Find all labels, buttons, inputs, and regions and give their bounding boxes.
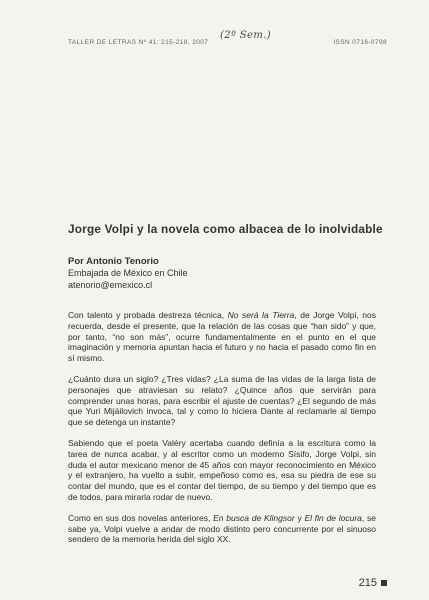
- paragraph-text: Con talento y probada destreza técnica,: [68, 310, 228, 320]
- author-block: [68, 256, 368, 291]
- paragraph-4: [68, 513, 376, 545]
- page-number: [359, 577, 387, 589]
- article-title: Jorge Volpi y la novela como albacea de lo inolvidable: [68, 222, 383, 236]
- paragraph-text: y: [294, 512, 305, 523]
- page-number-text: 215: [358, 577, 377, 589]
- book-title: En busca de Klingsor: [213, 512, 295, 523]
- paragraph-text: ¿Cuánto dura un siglo? ¿Tres vidas? ¿La suma de las vidas de la larga lista de personajes que atraviesan su relato? ¿Quince años que servirán para comprender unas horas, para escribir el ajuste de cuentas? ¿El segundo de más que Yuri Mijáilovich invoca, tal y como lo hiciera Dante al reclamarle al tiempo que se detenga un instante?: [68, 373, 376, 428]
- paragraph-text: , se sabe ya, Volpi vuelve a andar de modo distinto pero concurrente por el sinuoso sendero de la memoria herida del siglo XX.: [68, 512, 377, 545]
- book-title: No será la Tierra: [227, 310, 295, 320]
- paragraph-2: [68, 374, 376, 428]
- author-affiliation: Embajada de México en Chile: [68, 268, 188, 278]
- handwritten-annotation: (2º Sem.): [220, 30, 272, 41]
- article-body: [68, 310, 376, 555]
- journal-citation: TALLER DE LETRAS Nº 41: 215-218, 2007: [68, 39, 209, 46]
- issn: ISSN 0716-0798: [333, 39, 387, 46]
- author-email: atenorio@emexico.cl: [68, 279, 153, 290]
- paragraph-text: , de Jorge Volpi, nos recuerda, desde el presente, que la relación de las cosas que “han sido” y que, por tanto, “no son más”, ocurre fundamentalmente en el punto en el que imaginación y memoria apuntan hacia el futuro y no hacia el pasado como fin en sí mismo.: [68, 310, 377, 364]
- paragraph-1: [68, 310, 376, 364]
- book-title: El fin de locura: [304, 512, 362, 523]
- paragraph-3: [68, 438, 376, 503]
- square-bullet-icon: [381, 580, 387, 586]
- paragraph-text: Como en sus dos novelas anteriores,: [68, 512, 214, 523]
- author-name: Por Antonio Tenorio: [68, 256, 159, 267]
- running-header: [68, 30, 387, 52]
- paragraph-text: Sabiendo que el poeta Valéry acertaba cuando definía a la escritura como la tarea de nunca acabar, y al escritor como un moderno Sísifo, Jorge Volpi, sin duda el autor mexicano menor de 45 años con mayor reconocimiento en México y el extranjero, ha vuelto a subir, empeñoso como es, esa su piedra de ese su contar del mundo, que es el contar del tiempo, de su tiempo y del tiempo que es de todos, para mirarla rodar de nuevo.: [68, 437, 376, 502]
